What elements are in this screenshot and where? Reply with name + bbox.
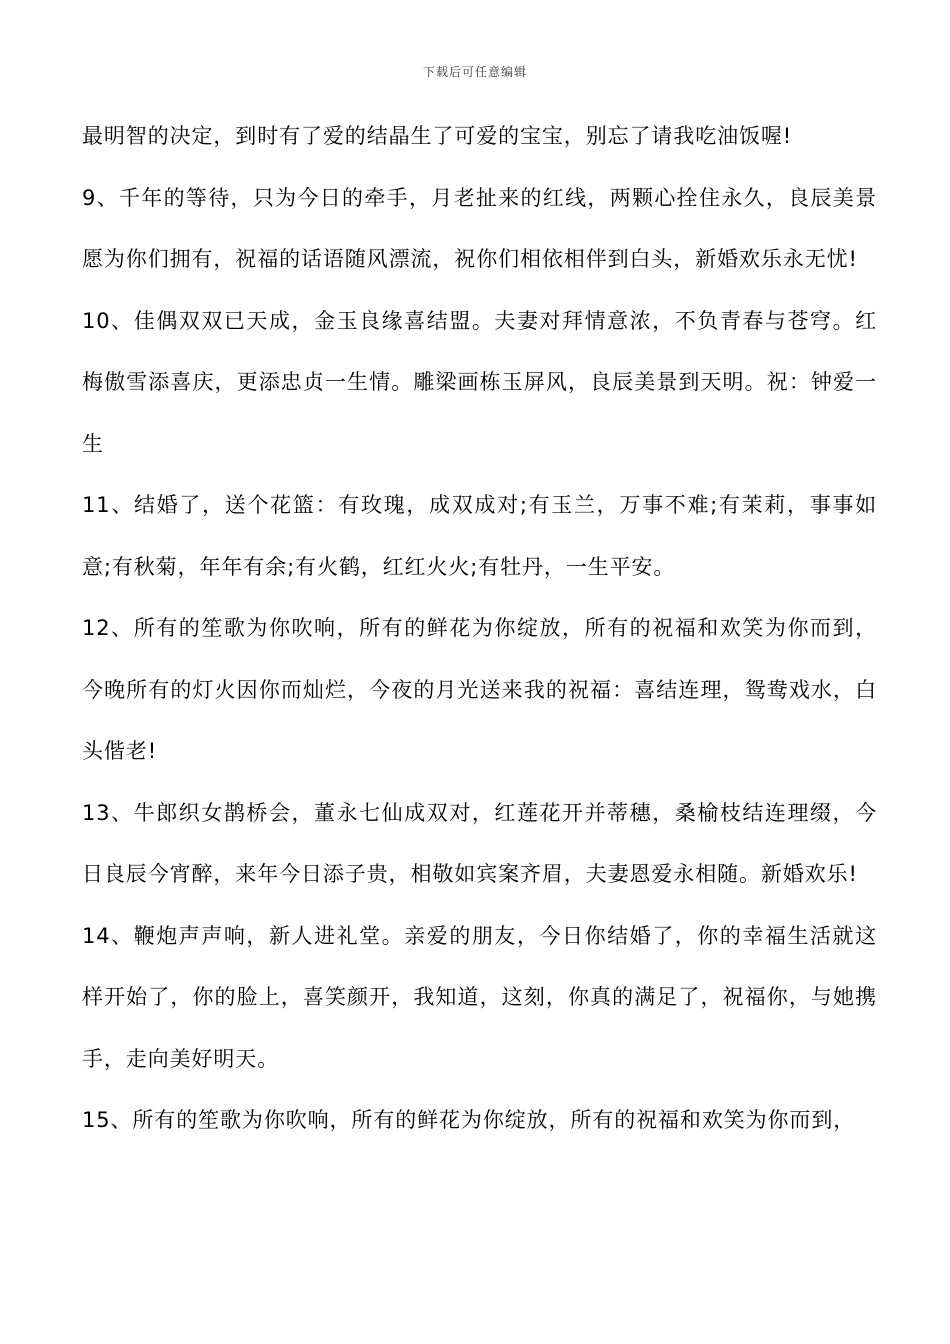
paragraph-14: 14、鞭炮声声响，新人进礼堂。亲爱的朋友，今日你结婚了，你的幸福生活就这样开始了，你的脸上，喜笑颜开，我知道，这刻，你真的满足了，祝福你，与她携手，走向美好明天。 bbox=[82, 923, 877, 1071]
page-header-note: 下载后可任意编辑 bbox=[422, 65, 527, 79]
paragraph-15: 15、所有的笙歌为你吹响，所有的鲜花为你绽放，所有的祝福和欢笑为你而到， bbox=[82, 1108, 856, 1132]
paragraph-11: 11、结婚了，送个花篮：有玫瑰，成双成对;有玉兰，万事不难;有茉莉，事事如意;有秋菊，年年有余;有火鹤，红红火火;有牡丹，一生平安。 bbox=[82, 493, 877, 579]
paragraph-13: 13、牛郎织女鹊桥会，董永七仙成双对，红莲花开并蒂穗，桑榆枝结连理缀，今日良辰今宵醉，来年今日添子贵，相敬如宾案齐眉，夫妻恩爱永相随。新婚欢乐! bbox=[82, 800, 877, 886]
paragraph-10: 10、佳偶双双已天成，金玉良缘喜结盟。夫妻对拜情意浓，不负青春与苍穹。红梅傲雪添喜庆，更添忠贞一生情。雕梁画栋玉屏风，良辰美景到天明。祝：钟爱一生 bbox=[82, 308, 877, 456]
paragraph-9: 9、千年的等待，只为今日的牵手，月老扯来的红线，两颗心拴住永久，良辰美景愿为你们拥有，祝福的话语随风漂流，祝你们相依相伴到白头，新婚欢乐永无忧! bbox=[82, 185, 877, 271]
paragraph-12: 12、所有的笙歌为你吹响，所有的鲜花为你绽放，所有的祝福和欢笑为你而到，今晚所有的灯火因你而灿烂，今夜的月光送来我的祝福：喜结连理，鸳鸯戏水，白头偕老! bbox=[82, 616, 877, 763]
document-body bbox=[82, 106, 877, 1152]
paragraph-continued: 最明智的决定，到时有了爱的结晶生了可爱的宝宝，别忘了请我吃油饭喔! bbox=[82, 124, 793, 148]
